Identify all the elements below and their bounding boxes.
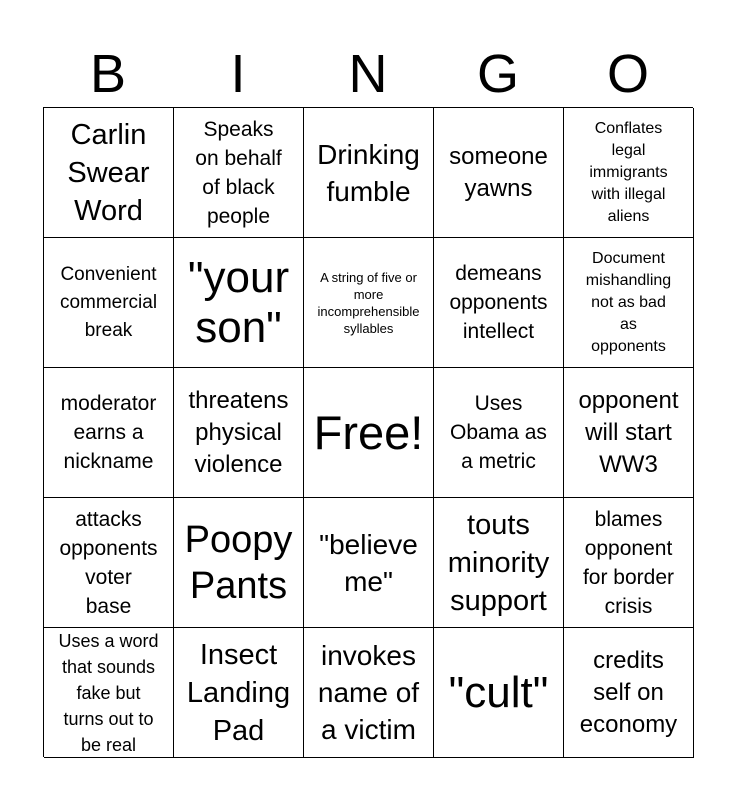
header-letter-i: I	[230, 44, 246, 104]
bingo-cell[interactable]	[44, 498, 174, 628]
cell-label: Document mishandling not as bad as opponents	[585, 249, 672, 355]
cell-label: threatens physical violence	[188, 386, 289, 478]
free-space-cell[interactable]	[304, 368, 434, 498]
bingo-cell[interactable]	[304, 238, 434, 368]
bingo-cell[interactable]	[174, 628, 304, 758]
bingo-cell[interactable]	[174, 108, 304, 238]
bingo-cell[interactable]	[44, 368, 174, 498]
bingo-cell[interactable]	[304, 628, 434, 758]
cell-label: A string of five or more incomprehensible syllables	[317, 269, 420, 336]
bingo-cell[interactable]	[304, 498, 434, 628]
bingo-cell[interactable]	[304, 108, 434, 238]
cell-label: demeans opponents intellect	[449, 262, 548, 343]
bingo-cell[interactable]	[564, 368, 694, 498]
header-letter-g: G	[476, 44, 519, 104]
cell-label: "believe me"	[319, 528, 418, 597]
bingo-cell[interactable]	[434, 498, 564, 628]
cell-label: moderator earns a nickname	[60, 392, 157, 473]
cell-label: opponent will start WW3	[578, 386, 679, 478]
cell-label: "cult"	[448, 667, 549, 717]
cell-label: Conflates legal immigrants with illegal aliens	[589, 119, 668, 225]
cell-label: Speaks on behalf of black people	[195, 117, 282, 228]
cell-label: Uses Obama as a metric	[450, 392, 547, 473]
cell-label: someone yawns	[449, 142, 548, 202]
bingo-cell[interactable]	[174, 238, 304, 368]
bingo-cell[interactable]	[174, 498, 304, 628]
cell-label: Uses a word that sounds fake but turns out to be real	[58, 630, 159, 755]
bingo-cell[interactable]	[564, 238, 694, 368]
header-letter-o: O	[606, 44, 649, 104]
cell-label: blames opponent for border crisis	[582, 507, 675, 618]
cell-label: Carlin Swear Word	[67, 118, 150, 227]
bingo-header	[43, 40, 693, 108]
bingo-cell[interactable]	[174, 368, 304, 498]
bingo-cell[interactable]	[44, 108, 174, 238]
cell-label: Convenient commercial break	[59, 263, 158, 341]
bingo-cell[interactable]	[434, 628, 564, 758]
cell-label: attacks opponents voter base	[59, 507, 158, 618]
bingo-cell[interactable]	[44, 238, 174, 368]
cell-label: "your son"	[187, 252, 290, 352]
free-space-label: Free!	[313, 405, 424, 459]
bingo-cell[interactable]	[434, 238, 564, 368]
cell-label: credits self on economy	[579, 646, 678, 738]
header-letter-b: B	[89, 44, 127, 104]
bingo-cell[interactable]	[434, 368, 564, 498]
bingo-cell[interactable]	[564, 628, 694, 758]
cell-label: invokes name of a victim	[317, 640, 420, 745]
bingo-cell[interactable]	[44, 628, 174, 758]
bingo-cell[interactable]	[434, 108, 564, 238]
header-letter-n: N	[348, 44, 388, 104]
cell-label: Drinking fumble	[317, 138, 420, 207]
cell-label: touts minority support	[447, 508, 550, 617]
bingo-cell[interactable]	[564, 108, 694, 238]
cell-label: Insect Landing Pad	[186, 638, 291, 747]
bingo-cell[interactable]	[564, 498, 694, 628]
cell-label: Poopy Pants	[184, 518, 293, 607]
bingo-board	[43, 107, 693, 757]
